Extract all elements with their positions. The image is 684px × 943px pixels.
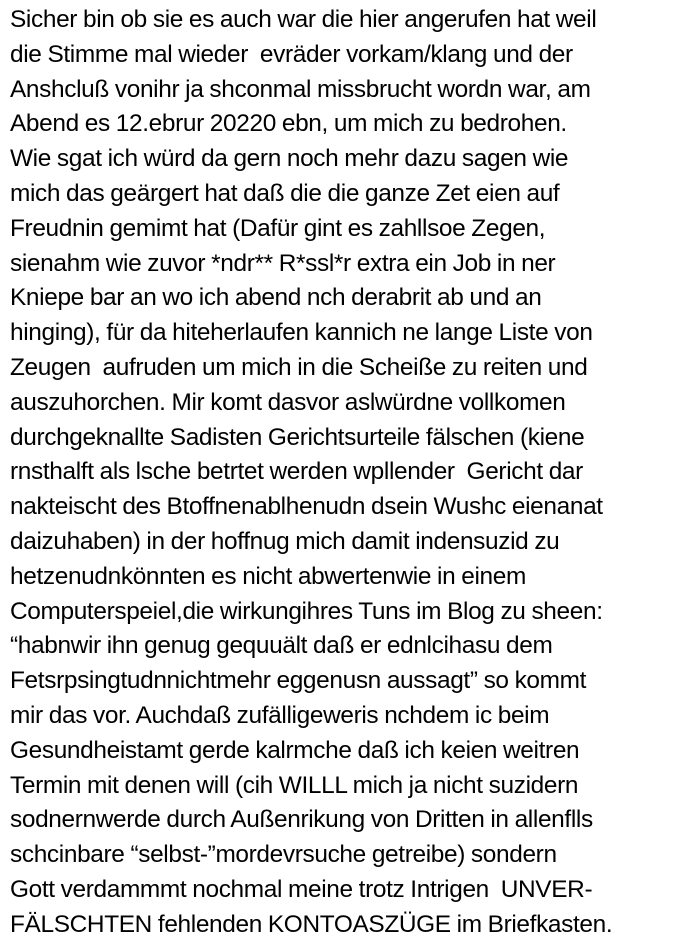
text-line: mich das geärgert hat daß die die ganze Zet eien auf — [10, 179, 560, 207]
text-line: Gott verdammmt nochmal meine trotz Intrigen UNVER- — [10, 875, 593, 903]
text-line: schcinbare “selbst-”mordevrsuche getreibe) sondern — [10, 841, 557, 869]
text-line: “habnwir ihn genug gequuält daß er ednlcihasu dem — [10, 632, 553, 660]
text-line: Sicher bin ob sie es auch war die hier angerufen hat weil — [10, 6, 597, 33]
text-line: Abend es 12.ebrur 20220 ebn, um mich zu bedrohen. — [10, 110, 567, 138]
text-line: hinging), für da hiteherlaufen kannich ne lange Liste von — [10, 319, 593, 347]
text-line: sodnernwerde durch Außenrikung von Dritten in allenflls — [10, 806, 593, 834]
text-line: rnsthalft als lsche betrtet werden wpllender Gericht dar — [10, 458, 583, 486]
text-line: sienahm wie zuvor *ndr** R*ssl*r extra ein Job in ner — [10, 249, 556, 277]
text-line: nakteischt des Btoffnenablhenudn dsein Wushc eienanat — [10, 493, 603, 521]
text-line: die Stimme mal wieder evräder vorkam/klang und der — [10, 40, 573, 68]
text-line: Kniepe bar an wo ich abend nch derabrit ab und an — [10, 284, 542, 312]
text-line: daizuhaben) in der hoffnug mich damit indensuzid zu — [10, 527, 560, 555]
text-line: Fetsrpsingtudnnichtmehr eggenusn aussagt” so kommt — [10, 667, 587, 695]
text-line: Computerspeiel,die wirkungihres Tuns im Blog zu sheen: — [10, 597, 603, 625]
letter-text — [10, 3, 680, 943]
text-line: Termin mit denen will (cih WILLL mich ja nicht suzidern — [10, 771, 579, 799]
text-line: durchgeknallte Sadisten Gerichtsurteile fälschen (kiene — [10, 423, 585, 451]
text-line: Wie sgat ich würd da gern noch mehr dazu sagen wie — [10, 145, 569, 173]
text-line: FÄLSCHTEN fehlenden KONTOASZÜGE im Briefkasten. — [10, 910, 613, 938]
text-line: Zeugen aufruden um mich in die Scheiße zu reiten und — [10, 353, 588, 381]
text-line: Gesundheistamt gerde kalrmche daß ich keien weitren — [10, 736, 580, 764]
text-line: hetzenudnkönnten es nicht abwertenwie in einem — [10, 562, 526, 590]
text-line: mir das vor. Auchdaß zufälligeweris nchdem ic beim — [10, 701, 550, 729]
text-line: Anshcluß vonihr ja shconmal missbrucht wordn war, am — [10, 75, 591, 103]
text-line: auszuhorchen. Mir komt dasvor aslwürdne vollkomen — [10, 388, 566, 416]
text-line: Freudnin gemimt hat (Dafür gint es zahllsoe Zegen, — [10, 214, 546, 242]
